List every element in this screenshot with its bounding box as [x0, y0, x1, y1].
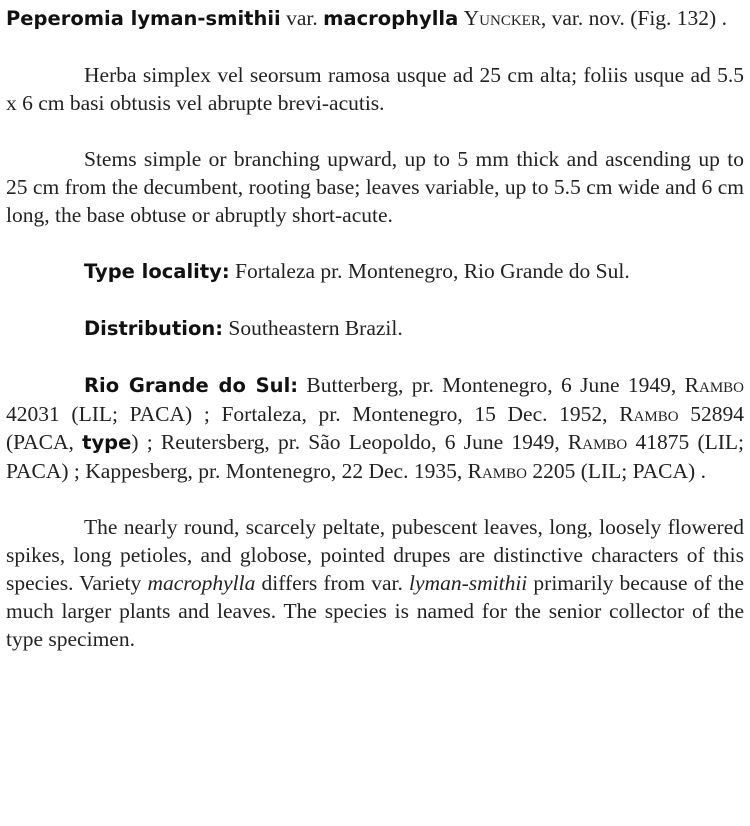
discussion-text: primarily because of the much larger plants and leaves. The species is named for the senior collector of the type specimen.	[6, 571, 745, 651]
distribution-text: Southeastern Brazil.	[228, 316, 403, 340]
latin-diagnosis: Herba simplex vel seorsum ramosa usque ad 25 cm alta; foliis usque ad 5.5 x 6 cm basi obtusis vel abrupte brevi-acutis.	[6, 63, 744, 115]
specimens-cited	[6, 371, 744, 485]
specimen-text: 42031 (LIL; PACA) ; Fortaleza, pr. Montenegro, 15 Dec. 1952,	[6, 402, 608, 426]
discussion-text: The nearly round, scarcely peltate, pubescent leaves, long, loosely flowered spikes, long petioles, and globose, pointed drupes are distinctive characters of this species. Variety	[6, 515, 744, 595]
collector-name: Rambo	[619, 402, 679, 426]
species-heading	[6, 4, 744, 33]
type-locality-label: Type locality:	[84, 260, 230, 283]
heading-rest: var. nov. (Fig. 132) .	[551, 6, 727, 30]
collector-name: Rambo	[467, 459, 527, 483]
collector-name: Rambo	[684, 373, 745, 397]
specimen-text: ) ; Reutersberg, pr. São Leopoldo, 6 June 1949,	[131, 430, 560, 454]
variety-name: macrophylla	[323, 7, 459, 30]
discussion-text: differs from var.	[261, 571, 403, 595]
var-label: var.	[286, 6, 318, 30]
distribution	[6, 314, 744, 343]
specimen-text: 41875 (LIL; PACA) ; Kappesberg, pr. Montenegro, 22 Dec. 1935,	[6, 430, 745, 483]
specimen-text: 2205 (LIL; PACA) .	[532, 459, 706, 483]
specimens-label: Rio Grande do Sul:	[84, 374, 299, 397]
specimen-text: 52894 (PACA,	[6, 402, 745, 454]
author-name: Yuncker,	[463, 6, 547, 30]
description: Stems simple or branching upward, up to 5 mm thick and ascending up to 25 cm from the decumbent, rooting base; leaves variable, up to 5.5 cm wide and 6 cm long, the base obtuse or abruptly short-acute.	[6, 147, 744, 227]
type-locality-text: Fortaleza pr. Montenegro, Rio Grande do Sul.	[235, 259, 630, 283]
type-designation: type	[82, 431, 132, 454]
species-name: Peperomia lyman-smithii	[6, 7, 281, 30]
discussion-italic: macrophylla	[147, 571, 256, 595]
document-page	[6, 4, 744, 653]
discussion-italic: lyman-smithii	[409, 571, 528, 595]
discussion	[6, 513, 744, 653]
specimen-text: Butterberg, pr. Montenegro, 6 June 1949,	[306, 373, 677, 397]
distribution-label: Distribution:	[84, 317, 224, 340]
collector-name: Rambo	[567, 430, 628, 454]
type-locality	[6, 257, 744, 286]
